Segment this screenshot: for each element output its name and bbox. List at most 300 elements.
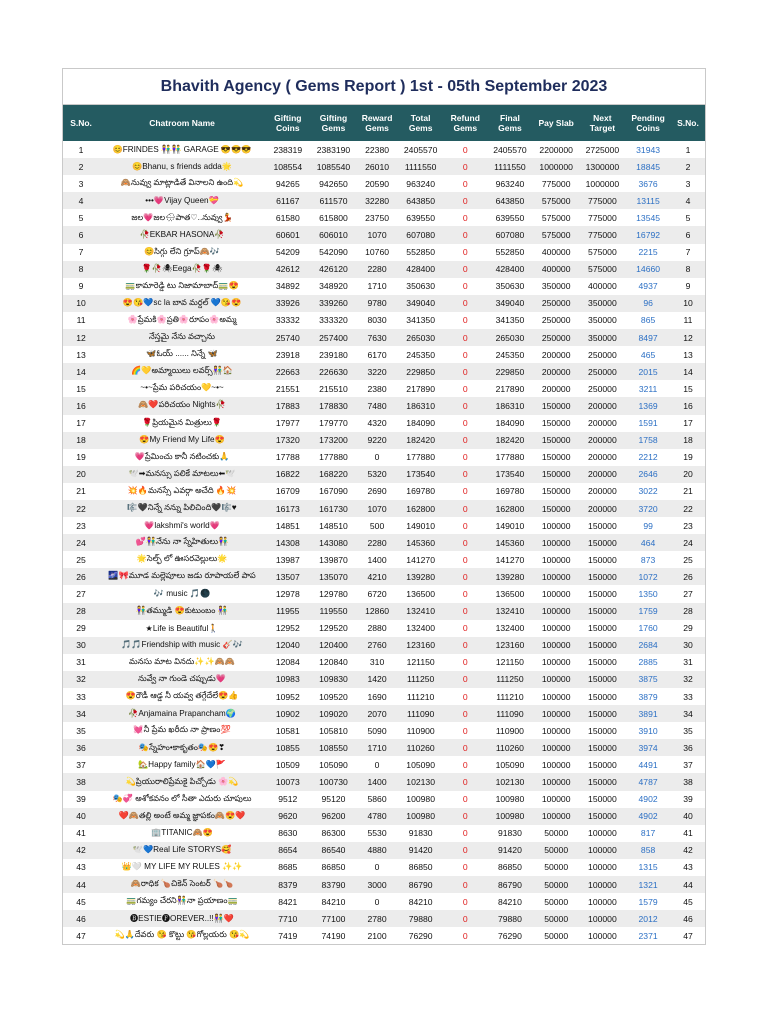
cell-total-gems: 145360 [398,534,444,551]
cell-pay-slab: 250000 [533,329,580,346]
cell-next-target: 100000 [580,910,626,927]
cell-sno-right: 32 [671,671,705,688]
cell-chatroom-name: 👑🤍 MY LIFE MY RULES ✨✨ [121,862,243,872]
cell-chatroom-name: నువ్వే నా గుండె చప్పుడు💗 [99,671,265,688]
cell-sno-right: 20 [671,466,705,483]
cell-pending-coins: 3974 [625,739,671,756]
cell-gifting-coins: 7710 [265,910,311,927]
column-header-sno-right: S.No. [671,105,705,141]
cell-chatroom-name: మనసు మాట వినదు✨✨🙈🙈 [128,656,236,666]
cell-sno: 2 [63,158,99,175]
cell-pay-slab: 150000 [541,486,571,497]
cell-sno: 24 [63,534,99,551]
cell-gifting-coins: 9620 [265,808,311,825]
table-row [63,876,705,893]
cell-sno-right: 4 [671,192,705,209]
cell-pending-coins: 13115 [625,192,671,209]
cell-pending-coins: 1321 [625,876,671,893]
table-row [63,192,705,209]
cell-refund-gems: 0 [444,808,488,825]
cell-next-target: 150000 [580,568,626,585]
cell-sno: 42 [63,842,99,859]
cell-gifting-coins: 94265 [275,178,300,189]
cell-next-target: 575000 [580,261,626,278]
cell-sno: 40 [63,808,99,825]
cell-next-target: 150000 [588,794,617,805]
cell-gifting-coins: 13507 [265,568,311,585]
cell-pay-slab: 250000 [541,315,571,326]
table-row [63,329,705,346]
table-row [63,671,705,688]
cell-pending-coins: 4491 [638,759,658,770]
cell-pay-slab: 100000 [541,520,571,531]
cell-sno: 41 [76,828,86,839]
cell-gifting-gems: 177880 [319,452,348,463]
cell-total-gems: 132400 [406,623,435,634]
cell-sno-right: 40 [671,808,705,825]
cell-gifting-coins: 16173 [265,500,311,517]
cell-gifting-coins: 10855 [265,739,311,756]
cell-total-gems: 639550 [406,212,435,223]
cell-pay-slab: 150000 [533,500,580,517]
cell-next-target: 200000 [580,466,626,483]
cell-pay-slab: 150000 [541,418,571,429]
cell-gifting-coins: 11955 [265,603,311,620]
cell-reward-gems: 4320 [367,418,387,429]
gems-report-table [63,105,705,944]
cell-refund-gems: 0 [462,554,468,565]
table-row [63,739,705,756]
cell-pay-slab: 100000 [533,671,580,688]
cell-next-target: 250000 [580,363,626,380]
report-title: Bhavith Agency ( Gems Report ) 1st - 05th September 2023 [63,69,705,105]
cell-chatroom-name: 🌹ప్రియమైన మిత్రులు🌹 [142,417,222,427]
cell-pending-coins: 3676 [638,178,658,189]
cell-sno: 13 [76,349,86,360]
cell-gifting-gems: 178830 [311,397,357,414]
cell-total-gems: 428400 [398,261,444,278]
cell-next-target: 100000 [588,862,617,873]
cell-reward-gems: 12860 [356,603,397,620]
cell-sno-right: 31 [683,657,693,668]
cell-pending-coins: 1758 [625,432,671,449]
cell-refund-gems: 0 [444,226,488,243]
cell-gifting-coins: 34892 [275,281,300,292]
cell-chatroom-name: 🕊️💙Real Life STORYS🥰 [99,842,265,859]
cell-reward-gems: 1070 [356,500,397,517]
cell-gifting-gems: 173200 [311,432,357,449]
cell-gifting-gems: 348920 [319,281,348,292]
column-header-refund-gems: Refund Gems [444,105,488,141]
cell-gifting-gems: 226630 [311,363,357,380]
cell-final-gems: 86790 [487,876,533,893]
cell-final-gems: 173540 [487,466,533,483]
cell-refund-gems: 0 [462,178,468,189]
cell-final-gems: 132400 [495,623,525,634]
column-header-gifting-coins: Gifting Coins [265,105,311,141]
table-row [63,346,705,363]
cell-refund-gems: 0 [444,568,488,585]
cell-gifting-gems: 109830 [311,671,357,688]
cell-refund-gems: 0 [444,671,488,688]
table-row [63,278,705,295]
cell-reward-gems: 0 [374,452,380,463]
cell-pay-slab: 400000 [541,247,571,258]
cell-final-gems: 132410 [487,603,533,620]
cell-sno: 8 [63,261,99,278]
cell-refund-gems: 0 [462,725,468,736]
cell-pay-slab: 50000 [533,910,580,927]
cell-reward-gems: 0 [374,759,380,770]
cell-sno: 10 [63,295,99,312]
cell-gifting-coins: 8654 [265,842,311,859]
cell-reward-gems: 1070 [356,226,397,243]
cell-chatroom-name: 🙈నువ్వు మాట్లాడితే వినాలని ఉంది💫 [120,178,244,188]
cell-gifting-coins: 12952 [275,623,300,634]
cell-total-gems: 245350 [406,349,435,360]
cell-final-gems: 123160 [487,637,533,654]
cell-sno: 35 [76,725,86,736]
cell-total-gems: 91420 [398,842,444,859]
cell-sno: 25 [76,554,86,565]
cell-sno-right: 7 [685,247,691,258]
cell-total-gems: 110260 [398,739,444,756]
cell-pending-coins: 4937 [638,281,658,292]
cell-final-gems: 607080 [487,226,533,243]
cell-pending-coins: 858 [625,842,671,859]
cell-sno: 5 [78,212,84,223]
cell-total-gems: 341350 [406,315,435,326]
cell-pending-coins: 1315 [638,862,658,873]
cell-pay-slab: 150000 [541,452,571,463]
cell-final-gems: 84210 [497,896,522,907]
cell-refund-gems: 0 [462,691,468,702]
cell-pay-slab: 100000 [541,759,571,770]
cell-refund-gems: 0 [444,842,488,859]
cell-next-target: 200000 [580,397,626,414]
cell-total-gems: 91830 [408,828,433,839]
cell-sno-right: 17 [683,418,693,429]
cell-gifting-gems: 105810 [319,725,348,736]
cell-next-target: 200000 [588,486,617,497]
cell-reward-gems: 500 [369,520,385,531]
cell-final-gems: 162800 [487,500,533,517]
cell-sno-right: 15 [683,383,693,394]
cell-reward-gems: 2100 [367,930,387,941]
cell-next-target: 775000 [588,212,617,223]
cell-pending-coins: 1369 [625,397,671,414]
cell-gifting-gems: 167090 [319,486,348,497]
cell-total-gems: 105090 [406,759,435,770]
cell-total-gems: 123160 [398,637,444,654]
table-row [63,910,705,927]
cell-total-gems: 217890 [406,383,435,394]
cell-reward-gems: 20590 [365,178,390,189]
cell-sno-right: 43 [683,862,693,873]
table-row [63,791,705,808]
cell-refund-gems: 0 [462,452,468,463]
cell-sno: 1 [78,144,84,155]
cell-refund-gems: 0 [444,261,488,278]
table-row [63,209,705,226]
cell-chatroom-name: 🎭స్నేహం•కాకృతం🎭😍❣ [99,739,265,756]
table-row [63,637,705,654]
cell-next-target: 100000 [580,876,626,893]
cell-reward-gems: 3000 [356,876,397,893]
cell-total-gems: 86850 [408,862,433,873]
cell-next-target: 400000 [588,281,617,292]
cell-next-target: 150000 [588,554,617,565]
cell-gifting-gems: 611570 [311,192,357,209]
cell-sno: 31 [76,657,86,668]
table-row [63,175,705,192]
cell-pending-coins: 3891 [625,705,671,722]
cell-sno: 36 [63,739,99,756]
cell-refund-gems: 0 [462,144,468,155]
cell-chatroom-name: 🏡Happy family🏠💙🚩 [137,759,227,769]
cell-total-gems: 607080 [398,226,444,243]
cell-reward-gems: 5860 [367,794,387,805]
cell-sno: 23 [76,520,86,531]
cell-gifting-coins: 17320 [265,432,311,449]
cell-next-target: 350000 [580,295,626,312]
cell-pending-coins: 2371 [638,930,658,941]
cell-pending-coins: 873 [640,554,656,565]
cell-pending-coins: 96 [625,295,671,312]
cell-next-target: 150000 [580,808,626,825]
cell-gifting-coins: 8685 [278,862,298,873]
cell-total-gems: 184090 [406,418,435,429]
cell-pay-slab: 575000 [541,212,571,223]
cell-reward-gems: 4210 [356,568,397,585]
cell-chatroom-name: •••💗Vijay Queen💝 [99,192,265,209]
cell-gifting-coins: 8379 [265,876,311,893]
cell-gifting-coins: 13987 [275,554,300,565]
cell-next-target: 150000 [588,588,617,599]
cell-total-gems: 132410 [398,603,444,620]
cell-sno: 34 [63,705,99,722]
cell-sno-right: 45 [683,896,693,907]
cell-pay-slab: 200000 [541,349,571,360]
cell-refund-gems: 0 [444,910,488,927]
cell-total-gems: 121150 [406,657,435,668]
table-row [63,808,705,825]
cell-sno-right: 46 [671,910,705,927]
cell-pay-slab: 100000 [541,657,571,668]
cell-pay-slab: 100000 [533,603,580,620]
cell-pay-slab: 50000 [533,842,580,859]
cell-reward-gems: 2280 [356,261,397,278]
table-row [63,620,705,637]
cell-gifting-coins: 10509 [275,759,300,770]
cell-pay-slab: 1000000 [533,158,580,175]
cell-gifting-gems: 148510 [319,520,348,531]
cell-reward-gems: 23750 [365,212,390,223]
cell-refund-gems: 0 [462,315,468,326]
cell-pay-slab: 200000 [541,383,571,394]
cell-total-gems: 552850 [406,247,435,258]
cell-sno-right: 16 [671,397,705,414]
cell-gifting-gems: 257400 [311,329,357,346]
cell-total-gems: 86790 [398,876,444,893]
cell-chatroom-name: 😊సిగ్గు లేని గ్రూప్🙈🎶 [143,246,221,256]
cell-gifting-gems: 105090 [319,759,348,770]
table-row [63,517,705,534]
cell-gifting-coins: 8421 [278,896,298,907]
cell-gifting-coins: 60601 [265,226,311,243]
cell-sno-right: 12 [671,329,705,346]
cell-pending-coins: 13545 [636,212,661,223]
cell-pending-coins: 16792 [625,226,671,243]
cell-gifting-coins: 16822 [265,466,311,483]
cell-gifting-coins: 108554 [265,158,311,175]
cell-total-gems: 111250 [398,671,444,688]
cell-gifting-gems: 100730 [311,773,357,790]
cell-refund-gems: 0 [444,773,488,790]
cell-refund-gems: 0 [444,158,488,175]
cell-chatroom-name: 💓నీ ప్రేమ ఖరీదు నా ప్రాణం💯 [133,725,231,735]
cell-next-target: 150000 [588,520,617,531]
cell-final-gems: 139280 [487,568,533,585]
cell-pending-coins: 4787 [625,773,671,790]
cell-total-gems: 182420 [398,432,444,449]
cell-sno: 47 [76,930,86,941]
cell-pay-slab: 100000 [533,637,580,654]
cell-gifting-coins: 54209 [275,247,300,258]
cell-sno-right: 3 [685,178,691,189]
cell-gifting-coins: 61580 [275,212,300,223]
cell-final-gems: 552850 [495,247,525,258]
cell-next-target: 1300000 [580,158,626,175]
cell-final-gems: 245350 [495,349,525,360]
table-row [63,415,705,432]
cell-next-target: 150000 [580,671,626,688]
cell-gifting-coins: 12084 [275,657,300,668]
cell-chatroom-name: నేస్తమై నేను వచ్చాను [99,329,265,346]
cell-refund-gems: 0 [462,383,468,394]
cell-total-gems: 76290 [408,930,433,941]
table-row [63,722,705,739]
cell-refund-gems: 0 [444,500,488,517]
cell-gifting-coins: 10581 [275,725,300,736]
cell-sno: 46 [63,910,99,927]
cell-refund-gems: 0 [462,486,468,497]
cell-reward-gems: 2070 [356,705,397,722]
cell-refund-gems: 0 [462,623,468,634]
cell-total-gems: 350630 [406,281,435,292]
cell-reward-gems: 7630 [356,329,397,346]
table-row [63,244,705,261]
cell-next-target: 150000 [580,739,626,756]
cell-next-target: 150000 [580,637,626,654]
cell-reward-gems: 5090 [367,725,387,736]
cell-pending-coins: 1579 [638,896,658,907]
cell-gifting-gems: 83790 [311,876,357,893]
cell-pay-slab: 150000 [533,432,580,449]
cell-reward-gems: 1400 [367,554,387,565]
cell-total-gems: 139280 [398,568,444,585]
cell-chatroom-name: 😍My Friend My Life😍 [99,432,265,449]
cell-total-gems: 186310 [398,397,444,414]
table-row [63,585,705,602]
cell-chatroom-name: 😊FRINDES 👫👫 GARAGE 😎😎😎 [112,144,252,154]
cell-reward-gems: 7480 [356,397,397,414]
cell-sno: 12 [63,329,99,346]
cell-chatroom-name: 🌸ప్రేమకి🌸ప్రతి🌸రూపం🌸అమ్మ [127,314,237,324]
cell-chatroom-name: 🎶 music 🎵🌑 [153,588,211,598]
cell-gifting-coins: 10073 [265,773,311,790]
cell-chatroom-name: 😍రౌడీ ఆడ్డ నీ యవ్వ తగ్గేదేలే😍👍 [125,691,239,701]
table-row [63,141,705,158]
cell-sno-right: 29 [683,623,693,634]
cell-final-gems: 110260 [487,739,533,756]
cell-next-target: 150000 [588,623,617,634]
cell-pending-coins: 1760 [638,623,658,634]
cell-total-gems: 173540 [398,466,444,483]
cell-gifting-coins: 10983 [265,671,311,688]
cell-pending-coins: 2015 [625,363,671,380]
cell-sno-right: 35 [683,725,693,736]
cell-pending-coins: 3022 [638,486,658,497]
cell-reward-gems: 2880 [367,623,387,634]
table-row [63,380,705,397]
cell-reward-gems: 9780 [356,295,397,312]
cell-sno-right: 24 [671,534,705,551]
cell-gifting-gems: 542090 [319,247,348,258]
cell-sno-right: 41 [683,828,693,839]
cell-pending-coins: 3910 [638,725,658,736]
cell-next-target: 1000000 [585,178,620,189]
cell-sno: 16 [63,397,99,414]
cell-pay-slab: 50000 [544,896,569,907]
cell-reward-gems: 26010 [356,158,397,175]
cell-chatroom-name: 💗ప్రేమించు కానీ నటించకు🙏 [134,451,230,461]
cell-pay-slab: 100000 [541,588,571,599]
cell-gifting-coins: 14308 [265,534,311,551]
cell-refund-gems: 0 [444,329,488,346]
cell-pay-slab: 200000 [533,363,580,380]
cell-sno: 33 [76,691,86,702]
cell-chatroom-name: 🙈రాధిక 🍗చికెన్ సెంటర్ 🍗🍗 [99,876,265,893]
cell-pay-slab: 150000 [533,397,580,414]
cell-final-gems: 349040 [487,295,533,312]
cell-pay-slab: 100000 [541,794,571,805]
cell-final-gems: 102130 [487,773,533,790]
table-body [63,141,705,944]
cell-gifting-gems: 108550 [311,739,357,756]
cell-pay-slab: 100000 [533,705,580,722]
cell-final-gems: 182420 [487,432,533,449]
cell-reward-gems: 4880 [356,842,397,859]
cell-final-gems: 186310 [487,397,533,414]
cell-next-target: 150000 [580,534,626,551]
cell-gifting-gems: 161730 [311,500,357,517]
column-header-total-gems: Total Gems [398,105,444,141]
cell-final-gems: 111250 [487,671,533,688]
cell-pay-slab: 100000 [541,554,571,565]
cell-sno-right: 33 [683,691,693,702]
cell-next-target: 250000 [588,349,617,360]
cell-chatroom-name: 🎼🖤నిన్నే నన్ను పిలిచింది🖤🎼♥ [99,500,265,517]
cell-gifting-gems: 109520 [319,691,348,702]
cell-reward-gems: 1400 [356,773,397,790]
cell-refund-gems: 0 [462,896,468,907]
cell-pay-slab: 100000 [533,808,580,825]
cell-pending-coins: 1591 [638,418,658,429]
column-header-sno: S.No. [63,105,99,141]
cell-pending-coins: 8497 [625,329,671,346]
table-row [63,432,705,449]
